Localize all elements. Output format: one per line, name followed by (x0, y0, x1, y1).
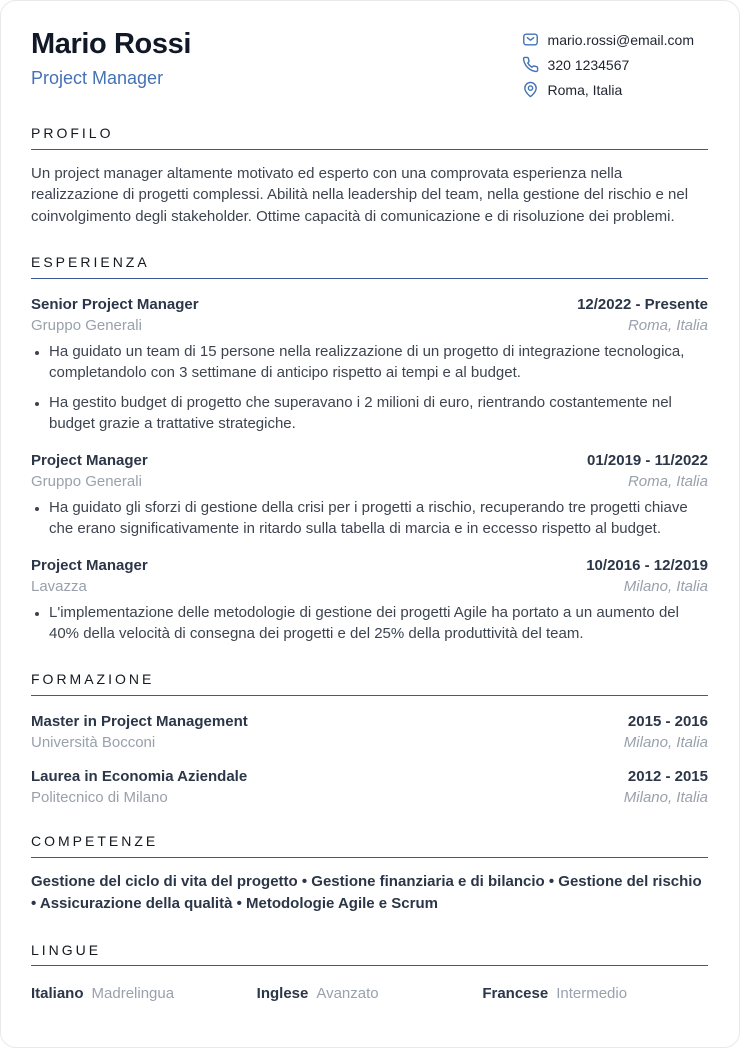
language-level: Avanzato (316, 985, 379, 1003)
contact-email: mario.rossi@email.com (547, 31, 694, 48)
profile-text: Un project manager altamente motivato ed esperto con una comprovata esperienza nella realizzazione di progetti complessi. Abilità nella leadership del team, nella gestione del rischio e nel coinvolgimento degli stakeholder. Ottime capacità di comunicazione e di risoluzione dei problemi. (31, 164, 689, 225)
contact-phone: 320 1234567 (547, 56, 630, 73)
job-location: Roma, Italia (627, 472, 708, 490)
section-title-skills: COMPETENZE (31, 833, 159, 850)
contact-location-row (522, 81, 694, 98)
school-name: Università Bocconi (31, 734, 156, 752)
section-rule (31, 278, 708, 279)
language-item (257, 985, 483, 1002)
experience-entry (31, 296, 708, 435)
job-title: Project Manager (31, 556, 148, 574)
job-location: Roma, Italia (627, 316, 708, 334)
languages-grid (31, 985, 708, 1002)
contact-block (522, 28, 708, 98)
language-level: Madrelingua (91, 985, 175, 1003)
section-title-education: FORMAZIONE (31, 671, 155, 688)
job-bullets (31, 602, 708, 645)
job-bullet: • Ha guidato gli sforzi di gestione della crisi per i progetti a rischio, recuperando tre progetti chiave che erano significativamente in ritardo sulla tabella di marcia e in eccesso rispetto al budget. (49, 497, 708, 540)
job-company: Gruppo Generali (31, 316, 142, 334)
job-bullets (31, 497, 708, 540)
job-title: Senior Project Manager (31, 295, 199, 313)
job-dates: 10/2016 - 12/2019 (586, 556, 708, 574)
contact-location: Roma, Italia (547, 81, 623, 98)
section-rule (31, 857, 708, 858)
section-profile (31, 125, 708, 227)
contact-phone-row (522, 56, 694, 73)
education-entry (31, 768, 708, 806)
section-title-profile: PROFILO (31, 125, 114, 141)
section-title-languages: LINGUE (31, 941, 102, 958)
school-name: Politecnico di Milano (31, 789, 168, 807)
job-bullet: • Ha guidato un team di 15 persone nella realizzazione di un progetto di integrazione tecnologica, completandolo con 3 settimane di anticipo rispetto ai tempi e al budget. (49, 341, 708, 384)
job-bullet: • Ha gestito budget di progetto che superavano i 2 milioni di euro, rientrando costantemente nel budget grazie a trattative strategiche. (49, 392, 708, 435)
section-languages (31, 942, 708, 1003)
language-name: Francese (482, 985, 549, 1003)
section-education (31, 671, 708, 806)
experience-entry (31, 557, 708, 645)
section-rule (31, 149, 708, 150)
section-skills (31, 833, 708, 914)
job-dates: 01/2019 - 11/2022 (587, 451, 708, 469)
section-experience (31, 254, 708, 644)
school-location: Milano, Italia (623, 789, 708, 807)
language-level: Intermedio (556, 985, 628, 1003)
resume-header (31, 28, 708, 98)
job-company: Lavazza (31, 577, 87, 595)
school-location: Milano, Italia (623, 734, 708, 752)
section-rule (31, 965, 708, 966)
job-location: Milano, Italia (623, 577, 708, 595)
degree-dates: 2012 - 2015 (627, 768, 708, 786)
degree-dates: 2015 - 2016 (627, 713, 708, 731)
job-title: Project Manager (31, 451, 148, 469)
language-name: Inglese (256, 985, 309, 1003)
candidate-job-title: Project Manager (31, 68, 164, 89)
map-pin-icon (522, 81, 539, 98)
job-dates: 12/2022 - Presente (577, 295, 708, 313)
language-item (482, 985, 708, 1002)
degree-title: Laurea in Economia Aziendale (31, 768, 248, 786)
experience-entry (31, 452, 708, 540)
phone-icon (522, 56, 539, 73)
skills-list: Gestione del ciclo di vita del progetto • Gestione finanziaria e di bilancio • Gestione del rischio • Assicurazione della qualità • Metodologie Agile e Scrum (31, 873, 702, 912)
language-name: Italiano (31, 985, 84, 1003)
language-item (31, 985, 257, 1002)
candidate-name: Mario Rossi (31, 28, 191, 60)
contact-email-row (522, 31, 694, 48)
degree-title: Master in Project Management (31, 713, 248, 731)
job-bullet: • L'implementazione delle metodologie di gestione dei progetti Agile ha portato a un aumento del 40% della velocità di consegna dei progetti e del 25% della produttività del team. (49, 602, 708, 645)
identity-block (31, 28, 191, 89)
section-rule (31, 695, 708, 696)
job-company: Gruppo Generali (31, 472, 142, 490)
mail-icon (522, 31, 539, 48)
education-entry (31, 713, 708, 751)
section-title-experience: ESPERIENZA (31, 254, 150, 271)
job-bullets (31, 341, 708, 435)
